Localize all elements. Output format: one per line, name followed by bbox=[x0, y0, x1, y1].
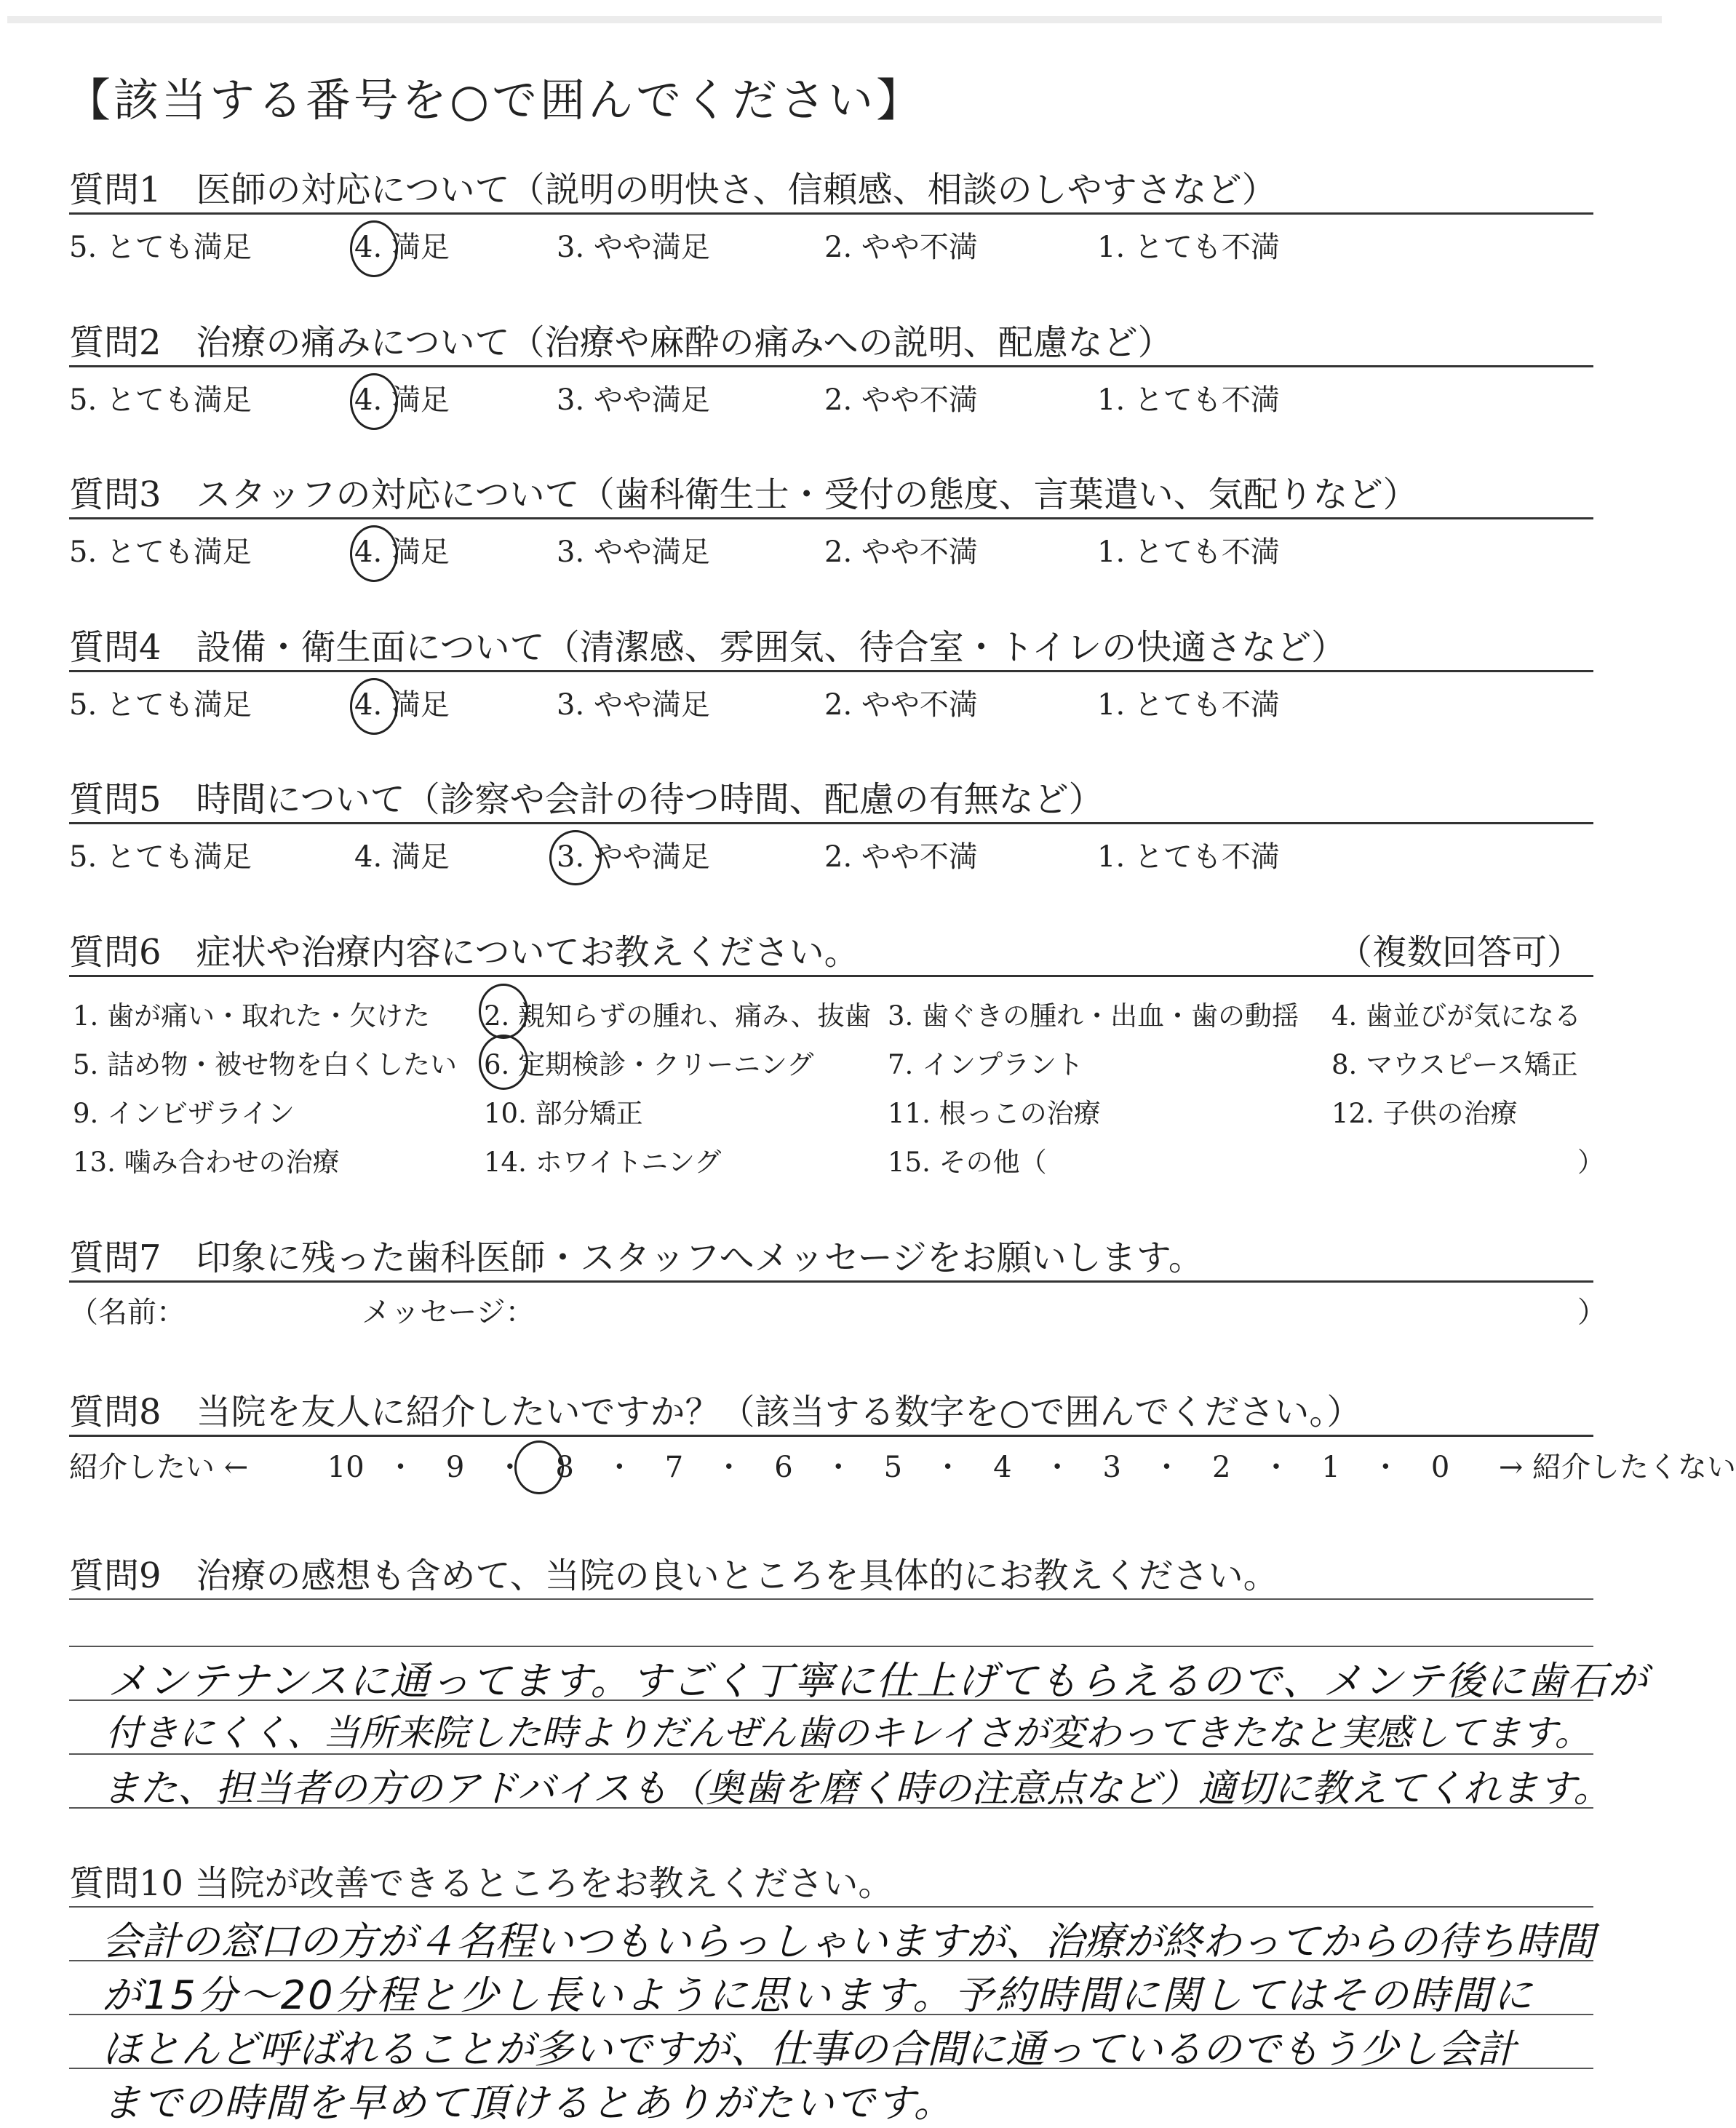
scale-10[interactable]: 10 bbox=[327, 1451, 365, 1484]
scale-5[interactable]: 5 bbox=[883, 1451, 903, 1484]
q6-option-5[interactable]: 5. 詰め物・被せ物を白くしたい bbox=[73, 1049, 458, 1080]
question-4-rule bbox=[69, 670, 1593, 672]
question-7-heading: 質問7 印象に残った歯科医師・スタッフへメッセージをお願いします。 bbox=[69, 1238, 1203, 1278]
scale-dot: ・ bbox=[1261, 1451, 1291, 1484]
q2-option-5[interactable]: 5. とても満足 bbox=[69, 383, 252, 417]
q7-message-label: メッセージ： bbox=[362, 1296, 535, 1329]
scale-dot: ・ bbox=[824, 1451, 853, 1484]
q6-option-2[interactable]: 2. 親知らずの腫れ、痛み、抜歯 bbox=[484, 1000, 872, 1032]
q10-answer-text: が15分～20分程と少し長いように思います。予約時間に関してはその時間に bbox=[102, 1972, 1535, 2018]
scale-dot: ・ bbox=[1371, 1451, 1401, 1484]
scale-4[interactable]: 4 bbox=[993, 1451, 1012, 1484]
q6-selection-circle-6 bbox=[479, 1035, 528, 1090]
q9-answer-line bbox=[69, 1646, 1593, 1647]
q5-option-5[interactable]: 5. とても満足 bbox=[69, 840, 252, 874]
question-5-rule bbox=[69, 822, 1593, 824]
q6-option-15[interactable]: 15. その他（ bbox=[888, 1147, 1047, 1178]
question-5-heading: 質問5 時間について（診察や会計の待つ時間、配慮の有無など） bbox=[69, 779, 1104, 820]
q6-other-close-paren: ） bbox=[1577, 1147, 1604, 1178]
question-2-rule bbox=[69, 365, 1593, 367]
q1-option-5[interactable]: 5. とても満足 bbox=[69, 231, 252, 264]
q3-option-2[interactable]: 2. やや不満 bbox=[824, 535, 978, 569]
question-7-rule bbox=[69, 1280, 1593, 1283]
q6-option-12[interactable]: 12. 子供の治療 bbox=[1331, 1098, 1518, 1129]
q3-option-4[interactable]: 4. 満足 bbox=[354, 535, 450, 569]
question-9-heading: 質問9 治療の感想も含めて、当院の良いところを具体的にお教えください。 bbox=[69, 1555, 1278, 1596]
q2-option-4[interactable]: 4. 満足 bbox=[354, 383, 450, 417]
recommend-left-label: 紹介したい ← bbox=[69, 1451, 249, 1484]
scale-3[interactable]: 3 bbox=[1102, 1451, 1121, 1484]
q9-answer-text: メンテナンスに通ってます。すごく丁寧に仕上げてもらえるので、メンテ後に歯石が bbox=[108, 1658, 1649, 1704]
scale-7[interactable]: 7 bbox=[664, 1451, 684, 1484]
question-10-heading: 質問10 当院が改善できるところをお教えください。 bbox=[69, 1863, 893, 1904]
q6-selection-circle-2 bbox=[479, 984, 528, 1039]
page-title: 【該当する番号を○で囲んでください】 bbox=[65, 73, 925, 127]
q6-option-4[interactable]: 4. 歯並びが気になる bbox=[1331, 1000, 1582, 1032]
q1-option-4[interactable]: 4. 満足 bbox=[354, 231, 450, 264]
scale-9[interactable]: 9 bbox=[445, 1451, 465, 1484]
q1-option-1[interactable]: 1. とても不満 bbox=[1097, 231, 1280, 264]
q5-selection-circle bbox=[549, 830, 602, 885]
scale-0[interactable]: 0 bbox=[1430, 1451, 1450, 1484]
q6-option-9[interactable]: 9. インビザライン bbox=[73, 1098, 295, 1129]
question-8-rule bbox=[69, 1435, 1593, 1437]
recommend-right-label: → 紹介したくない bbox=[1498, 1451, 1736, 1484]
q5-option-2[interactable]: 2. やや不満 bbox=[824, 840, 978, 874]
q3-option-1[interactable]: 1. とても不満 bbox=[1097, 535, 1280, 569]
q10-answer-line bbox=[69, 1906, 1593, 1908]
q5-option-3[interactable]: 3. やや満足 bbox=[557, 840, 710, 874]
scale-dot: ・ bbox=[1152, 1451, 1182, 1484]
q3-option-5[interactable]: 5. とても満足 bbox=[69, 535, 252, 569]
q2-option-1[interactable]: 1. とても不満 bbox=[1097, 383, 1280, 417]
q6-option-3[interactable]: 3. 歯ぐきの腫れ・出血・歯の動揺 bbox=[888, 1000, 1299, 1032]
q4-selection-circle bbox=[350, 678, 398, 735]
q10-answer-text: 会計の窓口の方が４名程いつもいらっしゃいますが、治療が終わってからの待ち時間 bbox=[102, 1918, 1595, 1964]
scale-6[interactable]: 6 bbox=[774, 1451, 793, 1484]
q3-option-3[interactable]: 3. やや満足 bbox=[557, 535, 710, 569]
q6-option-13[interactable]: 13. 噛み合わせの治療 bbox=[73, 1147, 340, 1178]
scale-dot: ・ bbox=[495, 1451, 525, 1484]
recommend-scale bbox=[69, 1444, 1736, 1486]
scale-8[interactable]: 8 bbox=[555, 1451, 574, 1484]
q2-option-3[interactable]: 3. やや満足 bbox=[557, 383, 710, 417]
q7-name-label: （名前： bbox=[69, 1296, 186, 1329]
question-1-rule bbox=[69, 212, 1593, 215]
q1-option-2[interactable]: 2. やや不満 bbox=[824, 231, 978, 264]
scale-dot: ・ bbox=[386, 1451, 415, 1484]
question-3-heading: 質問3 スタッフの対応について（歯科衛生士・受付の態度、言葉遣い、気配りなど） bbox=[69, 474, 1418, 515]
question-6-heading: 質問6 症状や治療内容についてお教えください。 bbox=[69, 932, 859, 973]
question-2-heading: 質問2 治療の痛みについて（治療や麻酔の痛みへの説明、配慮など） bbox=[69, 322, 1173, 363]
q4-option-5[interactable]: 5. とても満足 bbox=[69, 688, 252, 722]
q9-answer-text: また、担当者の方のアドバイスも（奥歯を磨く時の注意点など）適切に教えてくれます。 bbox=[102, 1767, 1612, 1811]
q4-option-2[interactable]: 2. やや不満 bbox=[824, 688, 978, 722]
scale-dot: ・ bbox=[714, 1451, 744, 1484]
q9-answer-line bbox=[69, 1598, 1593, 1600]
q6-option-7[interactable]: 7. インプラント bbox=[888, 1049, 1084, 1080]
q4-option-1[interactable]: 1. とても不満 bbox=[1097, 688, 1280, 722]
q7-close-paren: ） bbox=[1577, 1296, 1606, 1329]
scale-dot: ・ bbox=[605, 1451, 634, 1484]
q6-option-11[interactable]: 11. 根っこの治療 bbox=[888, 1098, 1101, 1129]
question-1-heading: 質問1 医師の対応について（説明の明快さ、信頼感、相談のしやすさなど） bbox=[69, 170, 1277, 210]
question-8-heading: 質問8 当院を友人に紹介したいですか？（該当する数字を○で囲んでください。） bbox=[69, 1392, 1362, 1432]
question-4-heading: 質問4 設備・衛生面について（清潔感、雰囲気、待合室・トイレの快適さなど） bbox=[69, 627, 1347, 668]
q6-option-8[interactable]: 8. マウスピース矯正 bbox=[1331, 1049, 1578, 1080]
question-6-note: （複数回答可） bbox=[1337, 932, 1582, 973]
q8-selection-circle bbox=[514, 1440, 564, 1494]
question-6-rule bbox=[69, 975, 1593, 977]
q4-option-3[interactable]: 3. やや満足 bbox=[557, 688, 710, 722]
scale-2[interactable]: 2 bbox=[1211, 1451, 1231, 1484]
scale-dot: ・ bbox=[933, 1451, 963, 1484]
q6-option-6[interactable]: 6. 定期検診・クリーニング bbox=[484, 1049, 814, 1080]
q9-answer-text: 付きにくく、当所来院した時よりだんぜん歯のキレイさが変わってきたなと実感してます。 bbox=[105, 1712, 1591, 1754]
q6-option-10[interactable]: 10. 部分矯正 bbox=[484, 1098, 643, 1129]
q2-option-2[interactable]: 2. やや不満 bbox=[824, 383, 978, 417]
scale-1[interactable]: 1 bbox=[1321, 1451, 1340, 1484]
top-border bbox=[7, 16, 1662, 23]
q6-option-1[interactable]: 1. 歯が痛い・取れた・欠けた bbox=[73, 1000, 431, 1032]
q4-option-4[interactable]: 4. 満足 bbox=[354, 688, 450, 722]
q10-answer-text: までの時間を早めて頂けるとありがたいです。 bbox=[102, 2080, 955, 2126]
scale-dot: ・ bbox=[1043, 1451, 1072, 1484]
question-3-rule bbox=[69, 517, 1593, 519]
q1-option-3[interactable]: 3. やや満足 bbox=[557, 231, 710, 264]
q5-option-4[interactable]: 4. 満足 bbox=[354, 840, 450, 874]
q5-option-1[interactable]: 1. とても不満 bbox=[1097, 840, 1280, 874]
q10-answer-text: ほとんど呼ばれることが多いですが、仕事の合間に通っているのでもう少し会計 bbox=[102, 2026, 1516, 2072]
q2-selection-circle bbox=[350, 373, 398, 430]
q3-selection-circle bbox=[350, 525, 398, 582]
q6-option-14[interactable]: 14. ホワイトニング bbox=[484, 1147, 722, 1178]
q1-selection-circle bbox=[350, 220, 398, 277]
